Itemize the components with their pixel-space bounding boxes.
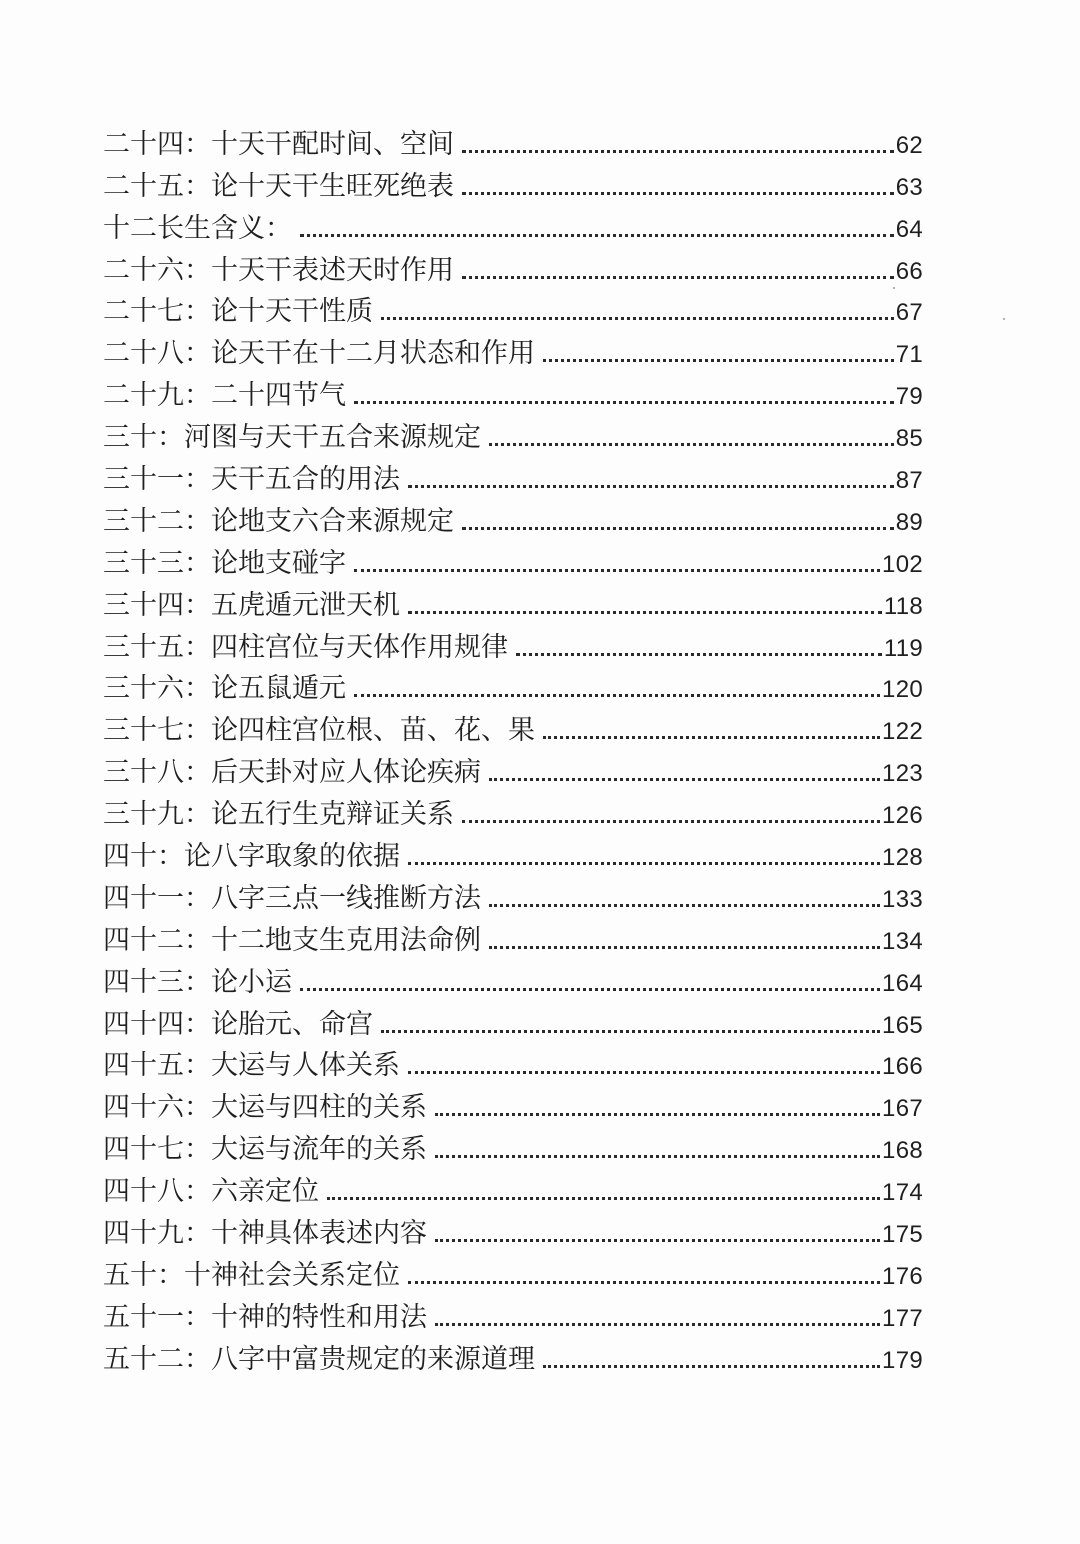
toc-dot-leader bbox=[435, 1238, 880, 1242]
toc-entry-title: 五十：十神社会关系定位 bbox=[103, 1259, 400, 1291]
toc-dot-leader bbox=[543, 1364, 880, 1368]
toc-dot-leader bbox=[354, 400, 894, 404]
toc-dot-leader bbox=[435, 1112, 880, 1116]
toc-entry-page-number: 175 bbox=[882, 1221, 923, 1249]
toc-entry-page-number: 164 bbox=[882, 969, 923, 997]
toc-entry-page-number: 119 bbox=[883, 634, 923, 662]
toc-entry-page-number: 166 bbox=[882, 1053, 923, 1081]
toc-dot-leader bbox=[300, 233, 894, 237]
toc-entry[interactable] bbox=[103, 667, 923, 709]
toc-entry[interactable] bbox=[103, 876, 923, 918]
toc-entry[interactable] bbox=[103, 625, 923, 667]
toc-dot-leader bbox=[408, 610, 882, 614]
toc-dot-leader bbox=[462, 275, 894, 279]
toc-entry[interactable] bbox=[103, 750, 923, 792]
toc-entry[interactable] bbox=[103, 164, 923, 206]
toc-entry-page-number: 123 bbox=[882, 760, 923, 788]
toc-entry[interactable] bbox=[103, 792, 923, 834]
toc-entry[interactable] bbox=[103, 373, 923, 415]
toc-dot-leader bbox=[543, 735, 880, 739]
toc-entry-page-number: 122 bbox=[882, 718, 923, 746]
toc-entry[interactable] bbox=[103, 708, 923, 750]
toc-dot-leader bbox=[489, 442, 894, 446]
toc-entry[interactable] bbox=[103, 331, 923, 373]
toc-entry[interactable] bbox=[103, 1127, 923, 1169]
toc-entry[interactable] bbox=[103, 415, 923, 457]
toc-dot-leader bbox=[408, 861, 880, 865]
toc-entry[interactable] bbox=[103, 960, 923, 1002]
toc-entry-page-number: 62 bbox=[895, 131, 923, 159]
toc-entry-page-number: 176 bbox=[882, 1262, 923, 1290]
toc-entry-page-number: 174 bbox=[882, 1179, 923, 1207]
toc-dot-leader bbox=[435, 1154, 880, 1158]
toc-entry-page-number: 128 bbox=[882, 844, 923, 872]
toc-entry-title: 三十三：论地支碰字 bbox=[103, 547, 346, 579]
toc-entry-title: 四十一：八字三点一线推断方法 bbox=[103, 882, 481, 914]
toc-entry[interactable] bbox=[103, 1253, 923, 1295]
toc-dot-leader bbox=[516, 652, 882, 656]
toc-entry-page-number: 64 bbox=[895, 215, 923, 243]
toc-dot-leader bbox=[408, 484, 894, 488]
toc-entry-title: 五十二：八字中富贵规定的来源道理 bbox=[103, 1343, 535, 1375]
toc-entry[interactable] bbox=[103, 499, 923, 541]
toc-dot-leader bbox=[489, 945, 880, 949]
toc-entry-title: 三十一：天干五合的用法 bbox=[103, 464, 400, 496]
toc-entry[interactable] bbox=[103, 206, 923, 248]
toc-entry-page-number: 177 bbox=[882, 1304, 923, 1332]
toc-entry-title: 四十：论八字取象的依据 bbox=[103, 841, 400, 873]
toc-entry-title: 四十七：大运与流年的关系 bbox=[103, 1134, 427, 1166]
toc-entry-page-number: 168 bbox=[882, 1137, 923, 1165]
toc-entry-title: 二十四：十天干配时间、空间 bbox=[103, 128, 454, 160]
toc-entry-page-number: 85 bbox=[895, 425, 923, 453]
toc-entry-title: 三十：河图与天干五合来源规定 bbox=[103, 422, 481, 454]
toc-dot-leader bbox=[489, 777, 880, 781]
toc-entry[interactable] bbox=[103, 1337, 923, 1379]
toc-entry-page-number: 102 bbox=[882, 550, 923, 578]
toc-entry[interactable] bbox=[103, 248, 923, 290]
toc-entry-title: 二十五：论十天干生旺死绝表 bbox=[103, 170, 454, 202]
toc-entry-title: 四十六：大运与四柱的关系 bbox=[103, 1092, 427, 1124]
toc-entry[interactable] bbox=[103, 1085, 923, 1127]
toc-entry-title: 五十一：十神的特性和用法 bbox=[103, 1301, 427, 1333]
toc-entry-title: 四十五：大运与人体关系 bbox=[103, 1050, 400, 1082]
toc-entry-page-number: 79 bbox=[895, 383, 923, 411]
toc-entry-page-number: 126 bbox=[882, 802, 923, 830]
toc-entry-page-number: 133 bbox=[882, 885, 923, 913]
toc-entry-title: 四十二：十二地支生克用法命例 bbox=[103, 924, 481, 956]
toc-entry[interactable] bbox=[103, 1169, 923, 1211]
toc-dot-leader bbox=[462, 819, 880, 823]
toc-entry[interactable] bbox=[103, 583, 923, 625]
toc-entry-title: 四十四：论胎元、命宫 bbox=[103, 1008, 373, 1040]
toc-entry-page-number: 120 bbox=[882, 676, 923, 704]
toc-entry-title: 三十五：四柱宫位与天体作用规律 bbox=[103, 631, 508, 663]
toc-entry-page-number: 134 bbox=[882, 927, 923, 955]
table-of-contents bbox=[103, 122, 923, 1379]
toc-dot-leader bbox=[354, 693, 880, 697]
toc-entry-title: 二十八：论天干在十二月状态和作用 bbox=[103, 338, 535, 370]
toc-entry-page-number: 165 bbox=[882, 1011, 923, 1039]
toc-dot-leader bbox=[462, 149, 894, 153]
scan-speck bbox=[1003, 318, 1005, 320]
toc-entry[interactable] bbox=[103, 457, 923, 499]
toc-entry-title: 十二长生含义： bbox=[103, 212, 292, 244]
toc-dot-leader bbox=[408, 1070, 880, 1074]
toc-entry[interactable] bbox=[103, 834, 923, 876]
toc-dot-leader bbox=[408, 1280, 880, 1284]
toc-entry-page-number: 179 bbox=[882, 1346, 923, 1374]
toc-entry[interactable] bbox=[103, 918, 923, 960]
toc-entry-page-number: 67 bbox=[895, 299, 923, 327]
toc-entry[interactable] bbox=[103, 290, 923, 332]
toc-entry[interactable] bbox=[103, 1295, 923, 1337]
toc-entry-title: 三十四：五虎遁元泄天机 bbox=[103, 589, 400, 621]
toc-dot-leader bbox=[543, 358, 894, 362]
toc-dot-leader bbox=[462, 191, 894, 195]
toc-entry-page-number: 167 bbox=[882, 1095, 923, 1123]
toc-dot-leader bbox=[489, 903, 880, 907]
toc-entry-title: 三十二：论地支六合来源规定 bbox=[103, 505, 454, 537]
toc-entry-page-number: 63 bbox=[895, 173, 923, 201]
toc-entry-page-number: 87 bbox=[895, 467, 923, 495]
toc-entry[interactable] bbox=[103, 1002, 923, 1044]
toc-entry-title: 三十八：后天卦对应人体论疾病 bbox=[103, 757, 481, 789]
toc-dot-leader bbox=[300, 987, 880, 991]
toc-entry-title: 三十七：论四柱宫位根、苗、花、果 bbox=[103, 715, 535, 747]
toc-entry-title: 二十六：十天干表述天时作用 bbox=[103, 254, 454, 286]
toc-entry-title: 三十九：论五行生克辩证关系 bbox=[103, 799, 454, 831]
toc-entry-title: 三十六：论五鼠遁元 bbox=[103, 673, 346, 705]
toc-entry[interactable] bbox=[103, 1044, 923, 1086]
toc-entry[interactable] bbox=[103, 1211, 923, 1253]
toc-entry-page-number: 89 bbox=[895, 508, 923, 536]
toc-dot-leader bbox=[354, 568, 880, 572]
toc-entry-page-number: 71 bbox=[895, 341, 923, 369]
toc-entry[interactable] bbox=[103, 541, 923, 583]
toc-dot-leader bbox=[381, 316, 894, 320]
toc-dot-leader bbox=[435, 1322, 880, 1326]
toc-entry-title: 四十三：论小运 bbox=[103, 966, 292, 998]
toc-entry-title: 四十九：十神具体表述内容 bbox=[103, 1218, 427, 1250]
toc-dot-leader bbox=[462, 526, 894, 530]
toc-entry[interactable] bbox=[103, 122, 923, 164]
toc-entry-page-number: 66 bbox=[895, 257, 923, 285]
toc-entry-title: 二十九：二十四节气 bbox=[103, 380, 346, 412]
toc-entry-title: 二十七：论十天干性质 bbox=[103, 296, 373, 328]
toc-dot-leader bbox=[381, 1029, 880, 1033]
toc-entry-title: 四十八：六亲定位 bbox=[103, 1176, 319, 1208]
toc-entry-page-number: 118 bbox=[883, 592, 923, 620]
toc-dot-leader bbox=[327, 1196, 880, 1200]
